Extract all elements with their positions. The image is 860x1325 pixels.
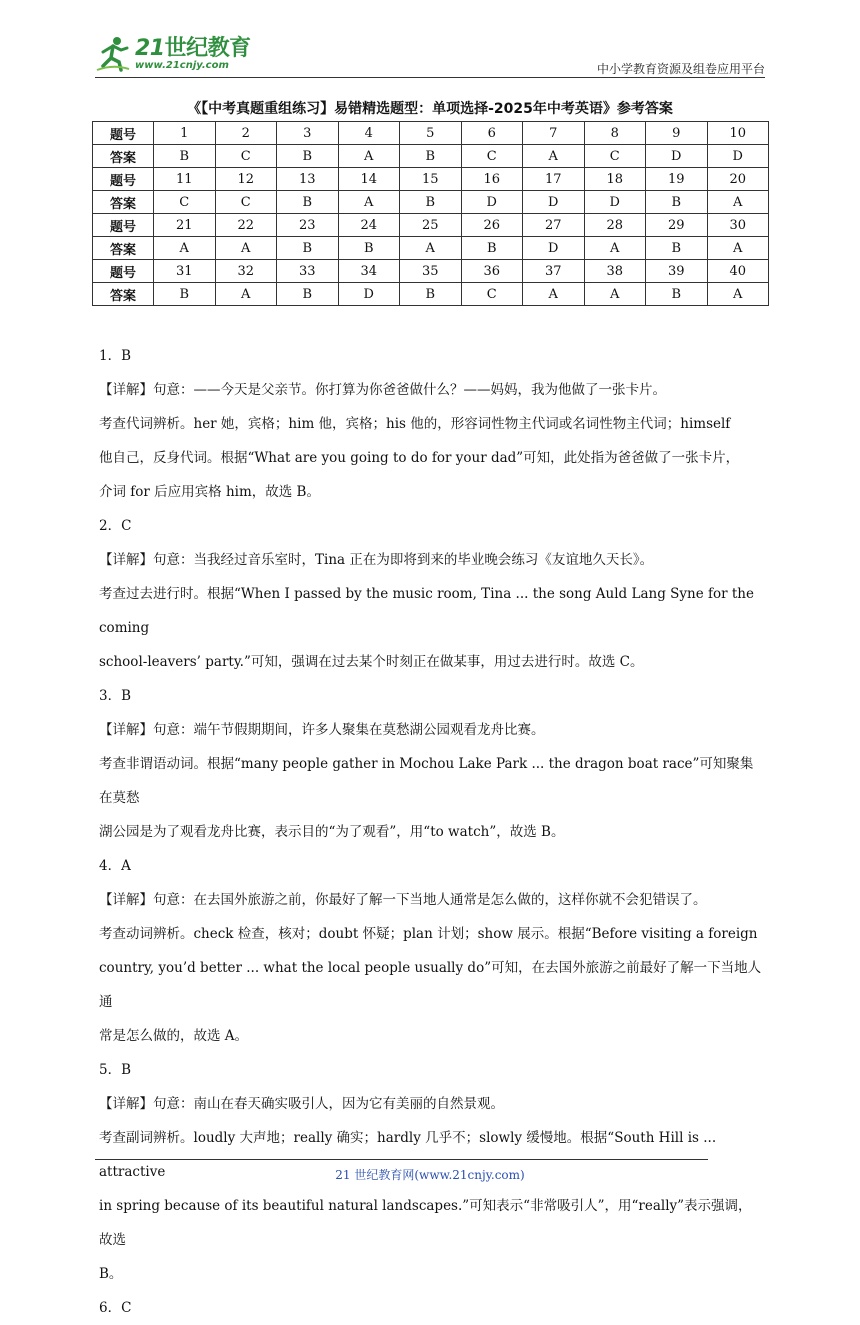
answer-cell: B: [646, 237, 708, 260]
explanation-line: 他自己，反身代词。根据“What are you going to do for your dad”可知，此处指为爸爸做了一张卡片，: [99, 450, 740, 466]
answer-cell: D: [523, 237, 585, 260]
answer-cell: B: [277, 191, 339, 214]
answer-row: [93, 283, 769, 306]
site-logo[interactable]: [95, 36, 251, 72]
answer-cell: B: [277, 237, 339, 260]
question-number-label: 题号: [93, 122, 154, 145]
answer-cell: D: [584, 191, 646, 214]
answer-cell: A: [338, 191, 400, 214]
question-number-cell: 31: [154, 260, 216, 283]
footer-divider: [95, 1159, 708, 1160]
question-number-cell: 10: [707, 122, 769, 145]
explanation-line: B。: [99, 1266, 123, 1282]
answer-cell: A: [584, 283, 646, 306]
question-number-cell: 6: [461, 122, 523, 145]
question-number-cell: 35: [400, 260, 462, 283]
question-number-cell: 14: [338, 168, 400, 191]
answer-cell: B: [400, 145, 462, 168]
page-header: [95, 30, 765, 78]
question-number-cell: 13: [277, 168, 339, 191]
answer-label: 答案: [93, 283, 154, 306]
answer-row: [93, 237, 769, 260]
question-number-cell: 7: [523, 122, 585, 145]
question-number-cell: 36: [461, 260, 523, 283]
explanation-line: 考查非谓语动词。根据“many people gather in Mochou Lake Park ... the dragon boat race”可知聚集在莫愁: [99, 756, 754, 806]
question-number-cell: 2: [215, 122, 277, 145]
question-number-cell: 32: [215, 260, 277, 283]
question-answer-heading: 5．B: [99, 1062, 132, 1078]
explanation-line: in spring because of its beautiful natural landscapes.”可知表示“非常吸引人”，用“really”表示强调，故选: [99, 1198, 752, 1248]
question-number-cell: 34: [338, 260, 400, 283]
question-number-cell: 15: [400, 168, 462, 191]
question-number-cell: 20: [707, 168, 769, 191]
header-divider: [95, 77, 765, 78]
question-number-cell: 16: [461, 168, 523, 191]
question-number-cell: 38: [584, 260, 646, 283]
question-number-cell: 37: [523, 260, 585, 283]
question-number-cell: 25: [400, 214, 462, 237]
question-number-label: 题号: [93, 214, 154, 237]
answer-cell: B: [338, 237, 400, 260]
answer-cell: B: [400, 283, 462, 306]
explanation-line: 常是怎么做的，故选 A。: [99, 1028, 249, 1044]
question-answer-heading: 3．B: [99, 688, 132, 704]
answer-cell: B: [646, 283, 708, 306]
answer-cell: C: [584, 145, 646, 168]
answer-cell: A: [338, 145, 400, 168]
explanation-line: 考查副词辨析。loudly 大声地；really 确实；hardly 几乎不；slowly 缓慢地。根据“South Hill is ... attractive: [99, 1130, 717, 1180]
answer-cell: A: [215, 237, 277, 260]
answer-cell: A: [584, 237, 646, 260]
question-answer-heading: 1．B: [99, 348, 132, 364]
question-number-cell: 9: [646, 122, 708, 145]
answer-cell: B: [154, 283, 216, 306]
question-number-cell: 22: [215, 214, 277, 237]
explanation-line: 考查代词辨析。her 她，宾格；him 他，宾格；his 他的，形容词性物主代词或名词性物主代词；himself: [99, 416, 731, 432]
platform-name: 中小学教育资源及组卷应用平台: [596, 62, 765, 76]
explanation-line: country, you’d better ... what the local people usually do”可知，在去国外旅游之前最好了解一下当地人通: [99, 960, 762, 1010]
answer-cell: A: [154, 237, 216, 260]
question-number-cell: 4: [338, 122, 400, 145]
answer-cell: B: [154, 145, 216, 168]
answer-cell: B: [400, 191, 462, 214]
explanation-line: 考查过去进行时。根据“When I passed by the music room, Tina ... the song Auld Lang Syne for the coming: [99, 586, 754, 636]
question-number-cell: 27: [523, 214, 585, 237]
question-number-cell: 30: [707, 214, 769, 237]
question-number-cell: 17: [523, 168, 585, 191]
answer-cell: D: [646, 145, 708, 168]
answer-cell: D: [338, 283, 400, 306]
explanation-line: 【详解】句意：在去国外旅游之前，你最好了解一下当地人通常是怎么做的，这样你就不会犯错误了。: [99, 892, 707, 908]
explanation-line: 【详解】句意：当我经过音乐室时，Tina 正在为即将到来的毕业晚会练习《友谊地久天长》。: [99, 552, 654, 568]
logo-url: www.21cnjy.com: [135, 59, 229, 71]
runner-logo-icon: [95, 36, 131, 72]
answer-cell: C: [215, 191, 277, 214]
answer-label: 答案: [93, 237, 154, 260]
answer-cell: B: [277, 145, 339, 168]
question-number-cell: 12: [215, 168, 277, 191]
question-number-cell: 11: [154, 168, 216, 191]
answer-cell: A: [707, 237, 769, 260]
question-number-cell: 8: [584, 122, 646, 145]
answer-cell: C: [154, 191, 216, 214]
question-number-row: [93, 260, 769, 283]
explanation-line: 考查动词辨析。check 检查，核对；doubt 怀疑；plan 计划；show 展示。根据“Before visiting a foreign: [99, 926, 758, 942]
question-number-cell: 33: [277, 260, 339, 283]
answer-row: [93, 145, 769, 168]
answer-cell: A: [215, 283, 277, 306]
answer-cell: A: [400, 237, 462, 260]
question-number-cell: 29: [646, 214, 708, 237]
question-number-cell: 1: [154, 122, 216, 145]
question-number-cell: 23: [277, 214, 339, 237]
question-answer-heading: 6．C: [99, 1300, 132, 1316]
answer-cell: C: [461, 145, 523, 168]
answer-cell: D: [707, 145, 769, 168]
answer-cell: A: [523, 283, 585, 306]
question-number-row: [93, 214, 769, 237]
explanation-line: 【详解】句意：——今天是父亲节。你打算为你爸爸做什么？——妈妈，我为他做了一张卡片。: [99, 382, 666, 398]
answer-label: 答案: [93, 145, 154, 168]
answer-cell: C: [461, 283, 523, 306]
answer-cell: A: [707, 191, 769, 214]
answer-cell: B: [646, 191, 708, 214]
answer-cell: A: [523, 145, 585, 168]
question-answer-heading: 4．A: [99, 858, 131, 874]
question-number-cell: 24: [338, 214, 400, 237]
explanation-line: 【详解】句意：端午节假期期间，许多人聚集在莫愁湖公园观看龙舟比赛。: [99, 722, 545, 738]
answer-cell: A: [707, 283, 769, 306]
question-number-cell: 19: [646, 168, 708, 191]
explanation-line: school-leavers’ party.”可知，强调在过去某个时刻正在做某事，用过去进行时。故选 C。: [99, 654, 644, 670]
question-answer-heading: 2．C: [99, 518, 132, 534]
question-number-cell: 3: [277, 122, 339, 145]
question-number-row: [93, 122, 769, 145]
question-number-cell: 40: [707, 260, 769, 283]
answer-cell: D: [461, 191, 523, 214]
answer-label: 答案: [93, 191, 154, 214]
question-number-cell: 39: [646, 260, 708, 283]
question-number-label: 题号: [93, 168, 154, 191]
explanation-line: 【详解】句意：南山在春天确实吸引人，因为它有美丽的自然景观。: [99, 1096, 504, 1112]
document-title: 《【中考真题重组练习】易错精选题型：单项选择-2025年中考英语》参考答案: [187, 101, 673, 117]
question-number-label: 题号: [93, 260, 154, 283]
answer-cell: B: [277, 283, 339, 306]
question-number-row: [93, 168, 769, 191]
question-number-cell: 18: [584, 168, 646, 191]
answer-cell: C: [215, 145, 277, 168]
question-number-cell: 26: [461, 214, 523, 237]
answer-cell: B: [461, 237, 523, 260]
logo-title: 21世纪教育: [135, 35, 251, 61]
explanation-line: 介词 for 后应用宾格 him，故选 B。: [99, 484, 320, 500]
question-number-cell: 21: [154, 214, 216, 237]
footer-link[interactable]: 21 世纪教育网(www.21cnjy.com): [335, 1168, 525, 1182]
answer-row: [93, 191, 769, 214]
explanation-line: 湖公园是为了观看龙舟比赛，表示目的“为了观看”，用“to watch”，故选 B。: [99, 824, 565, 840]
answer-cell: D: [523, 191, 585, 214]
question-number-cell: 5: [400, 122, 462, 145]
question-number-cell: 28: [584, 214, 646, 237]
answer-table: [92, 121, 769, 306]
